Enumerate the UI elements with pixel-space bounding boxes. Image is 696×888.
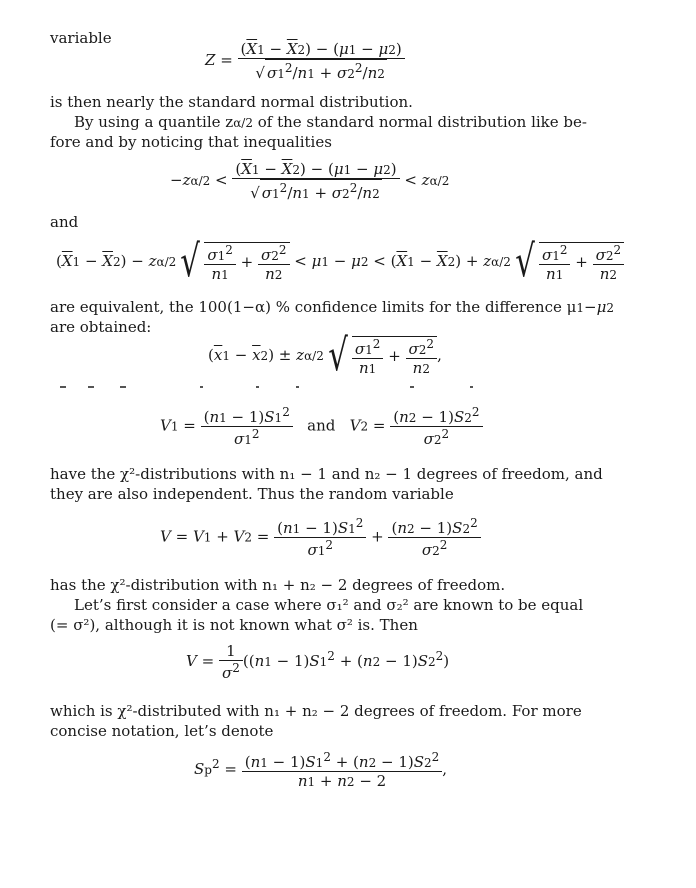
- text-independent: they are also independent. Thus the random variable: [50, 485, 454, 503]
- text-equal-case: Let’s first consider a case where σ₁² and σ₂² are known to be equal: [74, 596, 584, 614]
- equation-z: Z = $\frac{(\overline{X}1 - \overline{X}2) - (\mu 1 - \mu 2)}{√ \sigma 1^2/n1 + \sigma 2^2/n2}$: [205, 40, 405, 82]
- text-variable: variable: [50, 29, 112, 47]
- text-and: and: [50, 213, 79, 231]
- equation-v-pooled: V = $\frac{1}{\sigma^2}$ $((n1 - 1)S1^2 + (n2 - 1)S2^2)$: [186, 642, 450, 682]
- equation-equivalent: $(\overline{X}1 - \overline{X}2) - z\alpha/2√$ $\frac{\sigma 1^2}{n1}$ + $\frac{\sigma 2^2}{n2}$ < $\mu 1 - \mu 2 < (\overline{X}1 - \overline{X}2) + z\alpha/2√$ $\frac{\sigma 1^2}{n1}$ + $\frac{\sigma 2^2}{n2}$: [56, 240, 624, 284]
- text-chi-pooled: which is χ²-distributed with n₁ + n₂ − 2 degrees of freedom. For more: [50, 702, 582, 720]
- equation-confidence-limits: $(\overline{x}1 - \overline{x}2) \pm z\alpha/2√$ $\frac{\sigma 1^2}{n1}$ + $\frac{\sigma 2^2}{n2}$ ,: [208, 330, 442, 381]
- equation-and-word: and: [307, 416, 336, 435]
- text-quantile-b: of the standard normal distribution like be-: [252, 113, 587, 131]
- text-normal-distribution: is then nearly the standard normal distribution.: [50, 93, 413, 111]
- equation-v-sum: V = V1 + V2 = $\frac{(n1 - 1)S1^2}{\sigma 1^2}$ + $\frac{(n2 - 1)S2^2}{\sigma 2^2}$: [160, 516, 481, 559]
- equation-inequality: −zα/2 < $\frac{(\overline{X}1 - \overline{X}2) - (\mu 1 - \mu 2)}{√ \sigma 1^2/n1 + \sigma 2^2/n2}$ < zα/2: [170, 160, 450, 202]
- text-equivalent: are equivalent, the 100(1−α) % confidence limits for the difference μ1−μ2: [50, 298, 615, 316]
- equation-sp-squared: $Sp^2$ = $\frac{(n1 - 1)S1^2 + (n2 - 1)S2^2}{n1 + n2 - 2}$ ,: [194, 750, 448, 790]
- text-chi-distributions: have the χ²-distributions with n₁ − 1 and n₂ − 1 degrees of freedom, and: [50, 465, 603, 483]
- clipped-line-artifact: [60, 386, 580, 392]
- text-quantile-a: By using a quantile z: [74, 113, 234, 131]
- text-sigma-unknown: (= σ²), although it is not known what σ² is. Then: [50, 616, 418, 634]
- text-chi-total: has the χ²-distribution with n₁ + n₂ − 2 degrees of freedom.: [50, 576, 506, 594]
- text-obtained: are obtained:: [50, 318, 152, 336]
- text-quantile-sub: α/2: [233, 116, 253, 130]
- text-quantile: [74, 112, 587, 133]
- equation-v1-v2: V1 = $\frac{(n1 - 1)S1^2}{\sigma 1^2}$ and V2 = $\frac{(n2 - 1)S2^2}{\sigma 2^2}$: [160, 405, 483, 448]
- text-fore: fore and by noticing that inequalities: [50, 133, 332, 151]
- text-equivalent-a: are equivalent, the 100(1−α) % confidence limits for the difference μ: [50, 298, 577, 316]
- text-notation: concise notation, let’s denote: [50, 722, 274, 740]
